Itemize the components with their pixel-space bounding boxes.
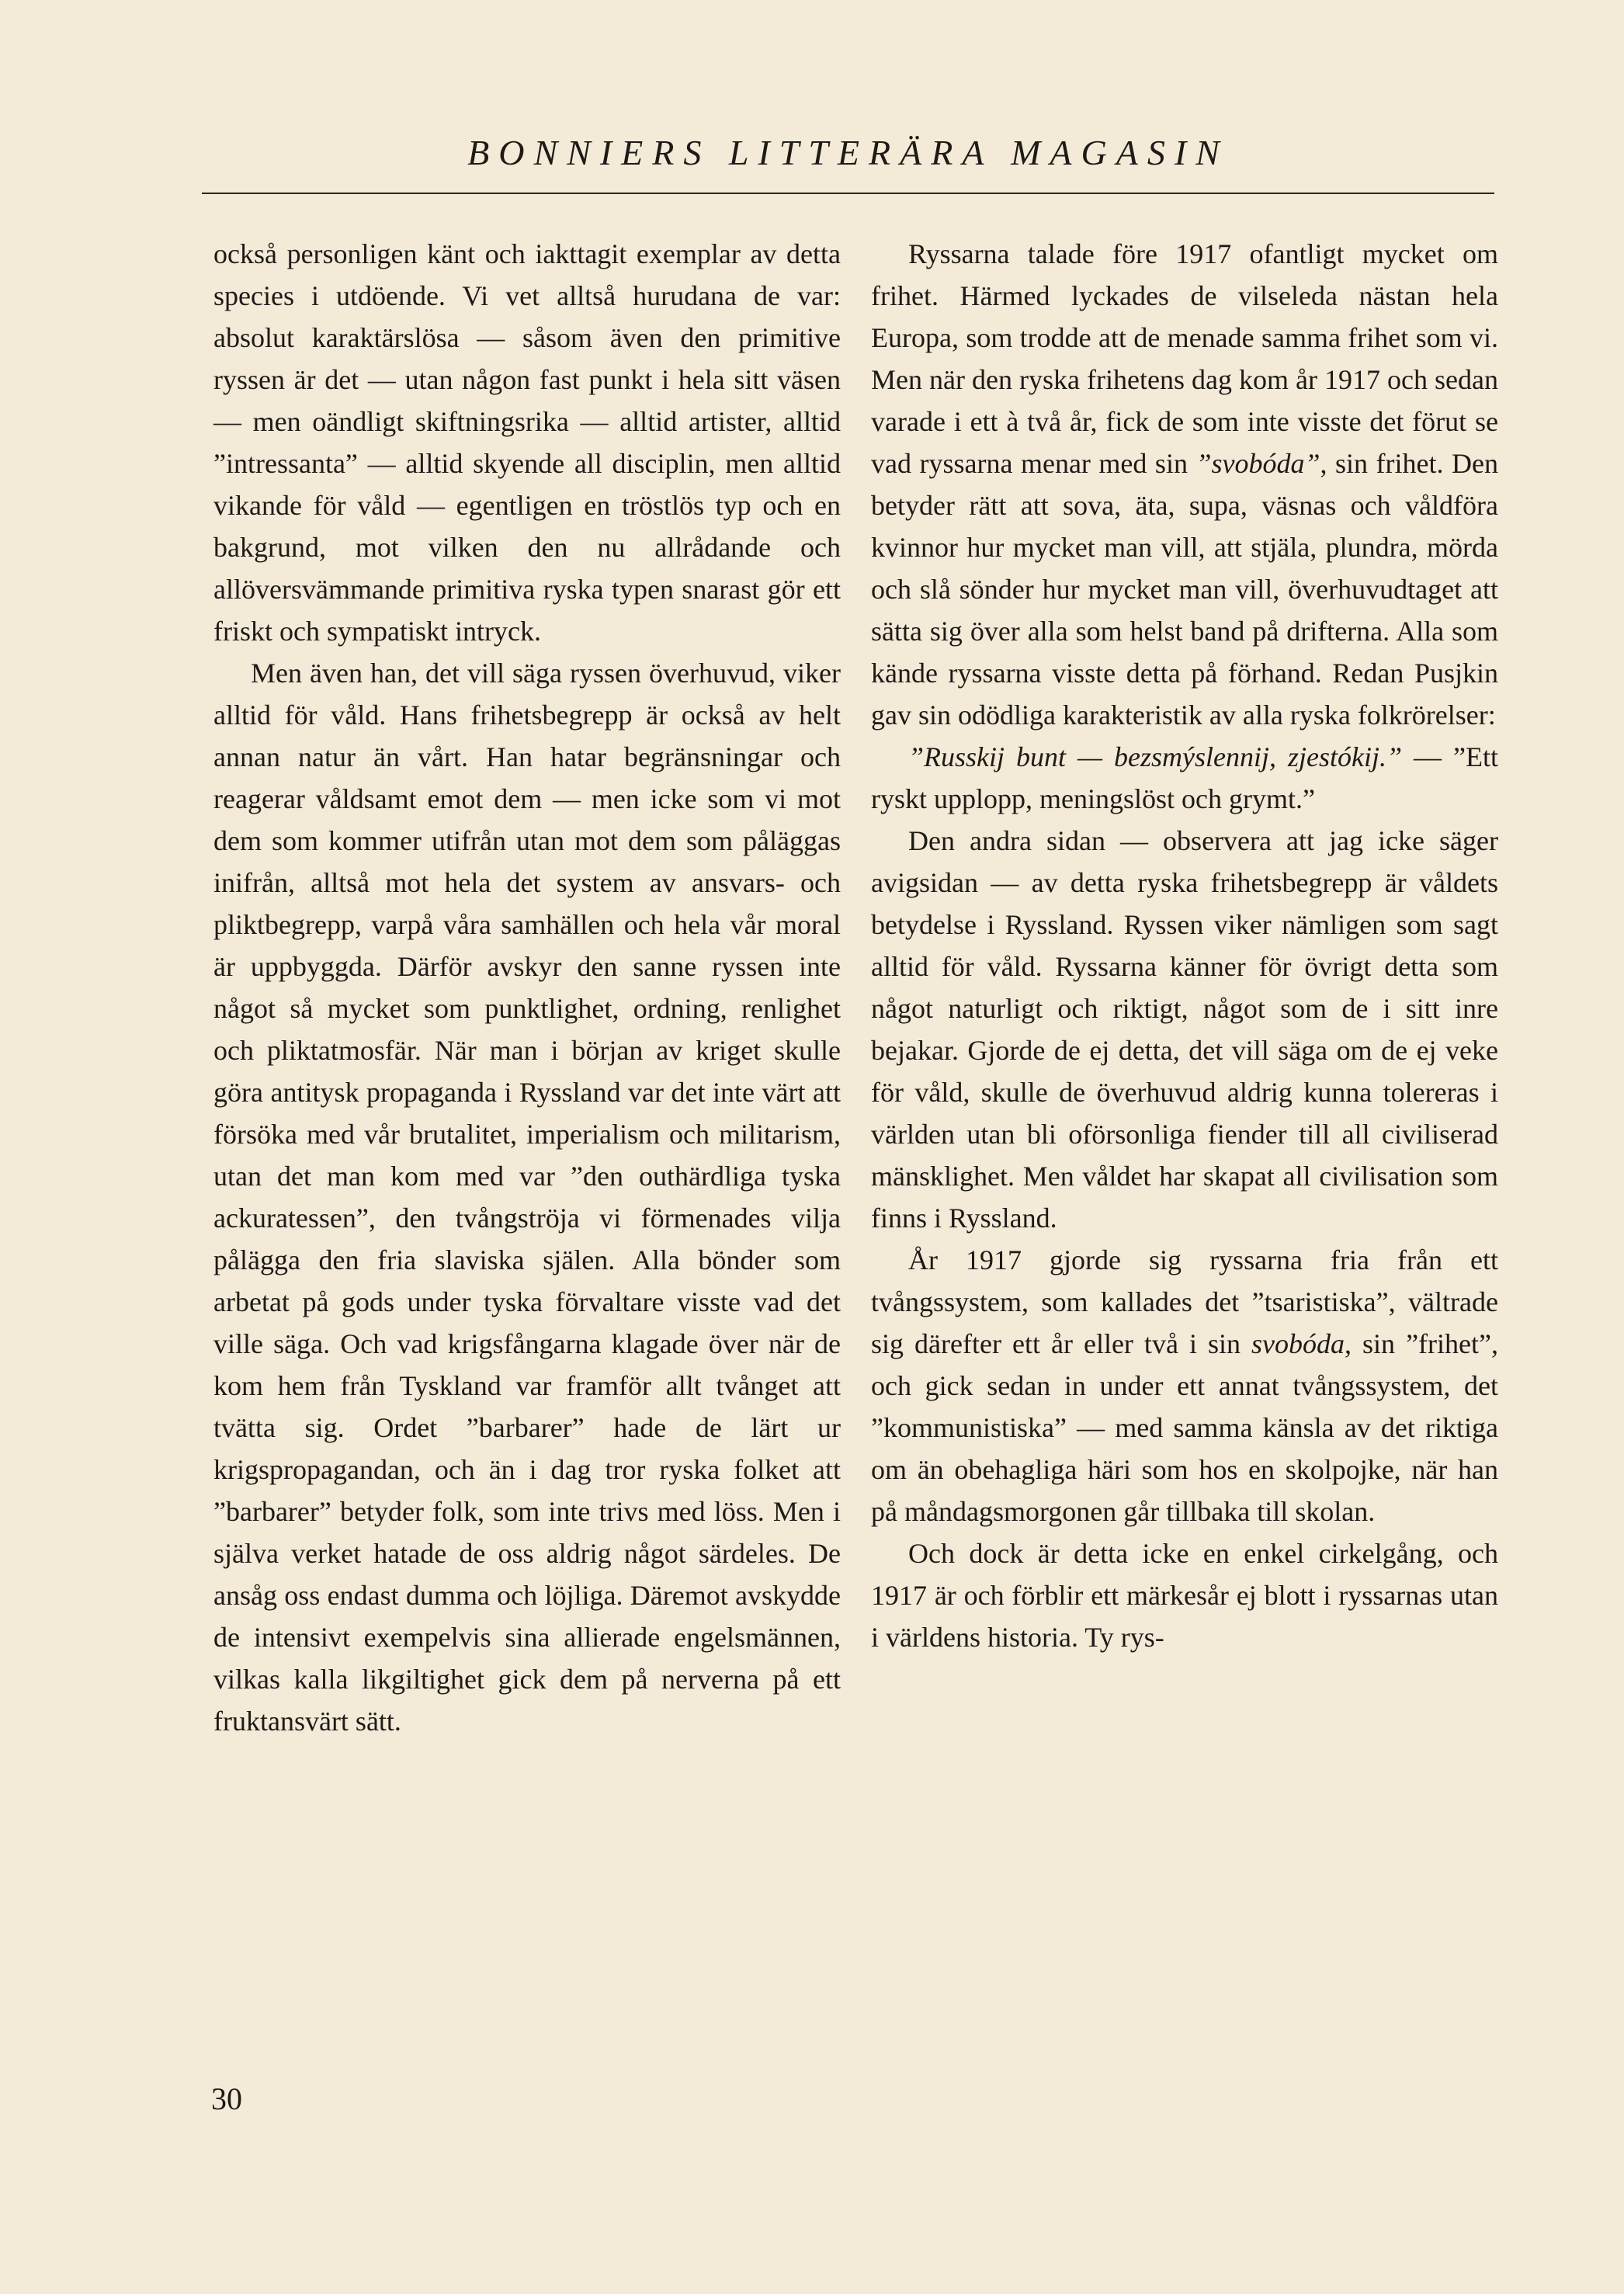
right-column <box>871 233 1498 1658</box>
left-paragraph-1: också personligen känt och iakttagit exemplar av detta species i utdöende. Vi vet alltså hurudana de var: absolut karaktärslösa — såsom även den primitive ryssen är det — utan någon fast punkt i hela sitt väsen — men oändligt skiftningsrika — alltid artister, alltid ”intressanta” — alltid skyende all disciplin, men alltid vikande för våld — egentligen en tröstlös typ och en bakgrund, mot vilken den nu allrådande och allöversvämmande primitiva ryska typen snarast gör ett friskt och sympatiskt intryck. <box>213 238 841 647</box>
left-paragraph-2: Men även han, det vill säga ryssen överhuvud, viker alltid för våld. Hans frihetsbegrepp är också av helt annan natur än vårt. Han hatar begränsningar och reagerar våldsamt emot dem — men icke som vi mot dem som kommer utifrån utan mot dem som påläggas inifrån, alltså mot hela det system av ansvars- och pliktbegrepp, varpå våra samhällen och hela vår moral är uppbyggda. Därför avskyr den sanne ryssen inte något så mycket som punktlighet, ordning, renlighet och pliktatmosfär. När man i början av kriget skulle göra antitysk propaganda i Ryssland var det inte värt att försöka med vår brutalitet, imperialism och militarism, utan det man kom med var ”den outhärdliga tyska ackuratessen”, den tvångströja vi förmenades vilja pålägga den fria slaviska själen. Alla bönder som arbetat på gods under tyska förvaltare visste vad det ville säga. Och vad krigsfångarna klagade över när de kom hem från Tyskland var framför allt tvånget att tvätta sig. Ordet ”barbarer” hade de lärt ur krigspropagandan, och än i dag tror ryska folket att ”barbarer” betyder folk, som inte trivs med löss. Men i själva verket hatade de oss aldrig något särdeles. De ansåg oss endast dumma och löjliga. Däremot avskydde de intensivt exempelvis sina allierade engelsmännen, vilkas kalla likgiltighet gick dem på nerverna på ett fruktansvärt sätt. <box>213 658 841 1737</box>
svoboda-word: ”svobóda” <box>1195 448 1320 479</box>
header-rule <box>202 193 1494 194</box>
right-paragraph-4: Och dock är detta icke en enkel cirkelgång, och 1917 är och förblir ett märkesår ej blott i ryssarnas utan i världens historia. Ty rys- <box>871 1538 1498 1653</box>
right-paragraph-1-end: , sin frihet. Den betyder rätt att sova, äta, supa, väsnas och våldföra kvinnor hur mycket man vill, att stjäla, plundra, mörda och slå sönder hur mycket man vill, överhuvudtaget att sätta sig över alla som helst band på drifterna. Alla som kände ryssarna visste detta på förhand. Redan Pusjkin gav sin odödliga karakteristik av alla ryska folkrörelser: <box>871 448 1498 731</box>
right-paragraph-3-start: År 1917 gjorde sig ryssarna fria från ett tvångssystem, som kallades det ”tsaristiska”, vältrade sig därefter ett år eller två i sin <box>871 1244 1498 1359</box>
left-column <box>213 233 841 1742</box>
right-paragraph-3 <box>871 1239 1498 1532</box>
svoboda-word-2: svobóda <box>1251 1328 1345 1359</box>
quote-russian: ”Russkij bunt — bezsmýslennij, zjestókij.” <box>908 741 1403 772</box>
right-paragraph-2: Den andra sidan — observera att jag icke säger avigsidan — av detta ryska frihetsbegrepp är våldets betydelse i Ryssland. Ryssen viker nämligen som sagt alltid för våld. Ryssarna känner för övrigt detta som något naturligt och riktigt, något som de i sitt inre bejakar. Gjorde de ej detta, det vill säga om de ej veke för våld, skulle de överhuvud aldrig kunna tolereras i världen utan bli oförsonliga fiender till all civiliserad mänsklighet. Men våldet har skapat all civilisation som finns i Ryssland. <box>871 825 1498 1234</box>
quote-translation: — ”Ett ryskt upplopp, meningslöst och grymt.” <box>871 741 1498 814</box>
right-paragraph-1 <box>871 233 1498 736</box>
right-paragraph-3-end: , sin ”frihet”, och gick sedan in under ett annat tvångssystem, det ”kommunistiska” — med samma känsla av det riktiga om än obehagliga häri som hos en skolpojke, när han på måndagsmorgonen går tillbaka till skolan. <box>871 1328 1498 1527</box>
right-paragraph-1-start: Ryssarna talade före 1917 ofantligt mycket om frihet. Härmed lyckades de vilseleda nästan hela Europa, som trodde att de menade samma frihet som vi. Men när den ryska frihetens dag kom år 1917 och sedan varade i ett à två år, fick de som inte visste det förut se vad ryssarna menar med sin <box>871 238 1498 479</box>
pushkin-quote <box>871 736 1498 820</box>
page-number: 30 <box>211 2081 242 2116</box>
running-header: BONNIERS LITTERÄRA MAGASIN <box>467 133 1229 172</box>
